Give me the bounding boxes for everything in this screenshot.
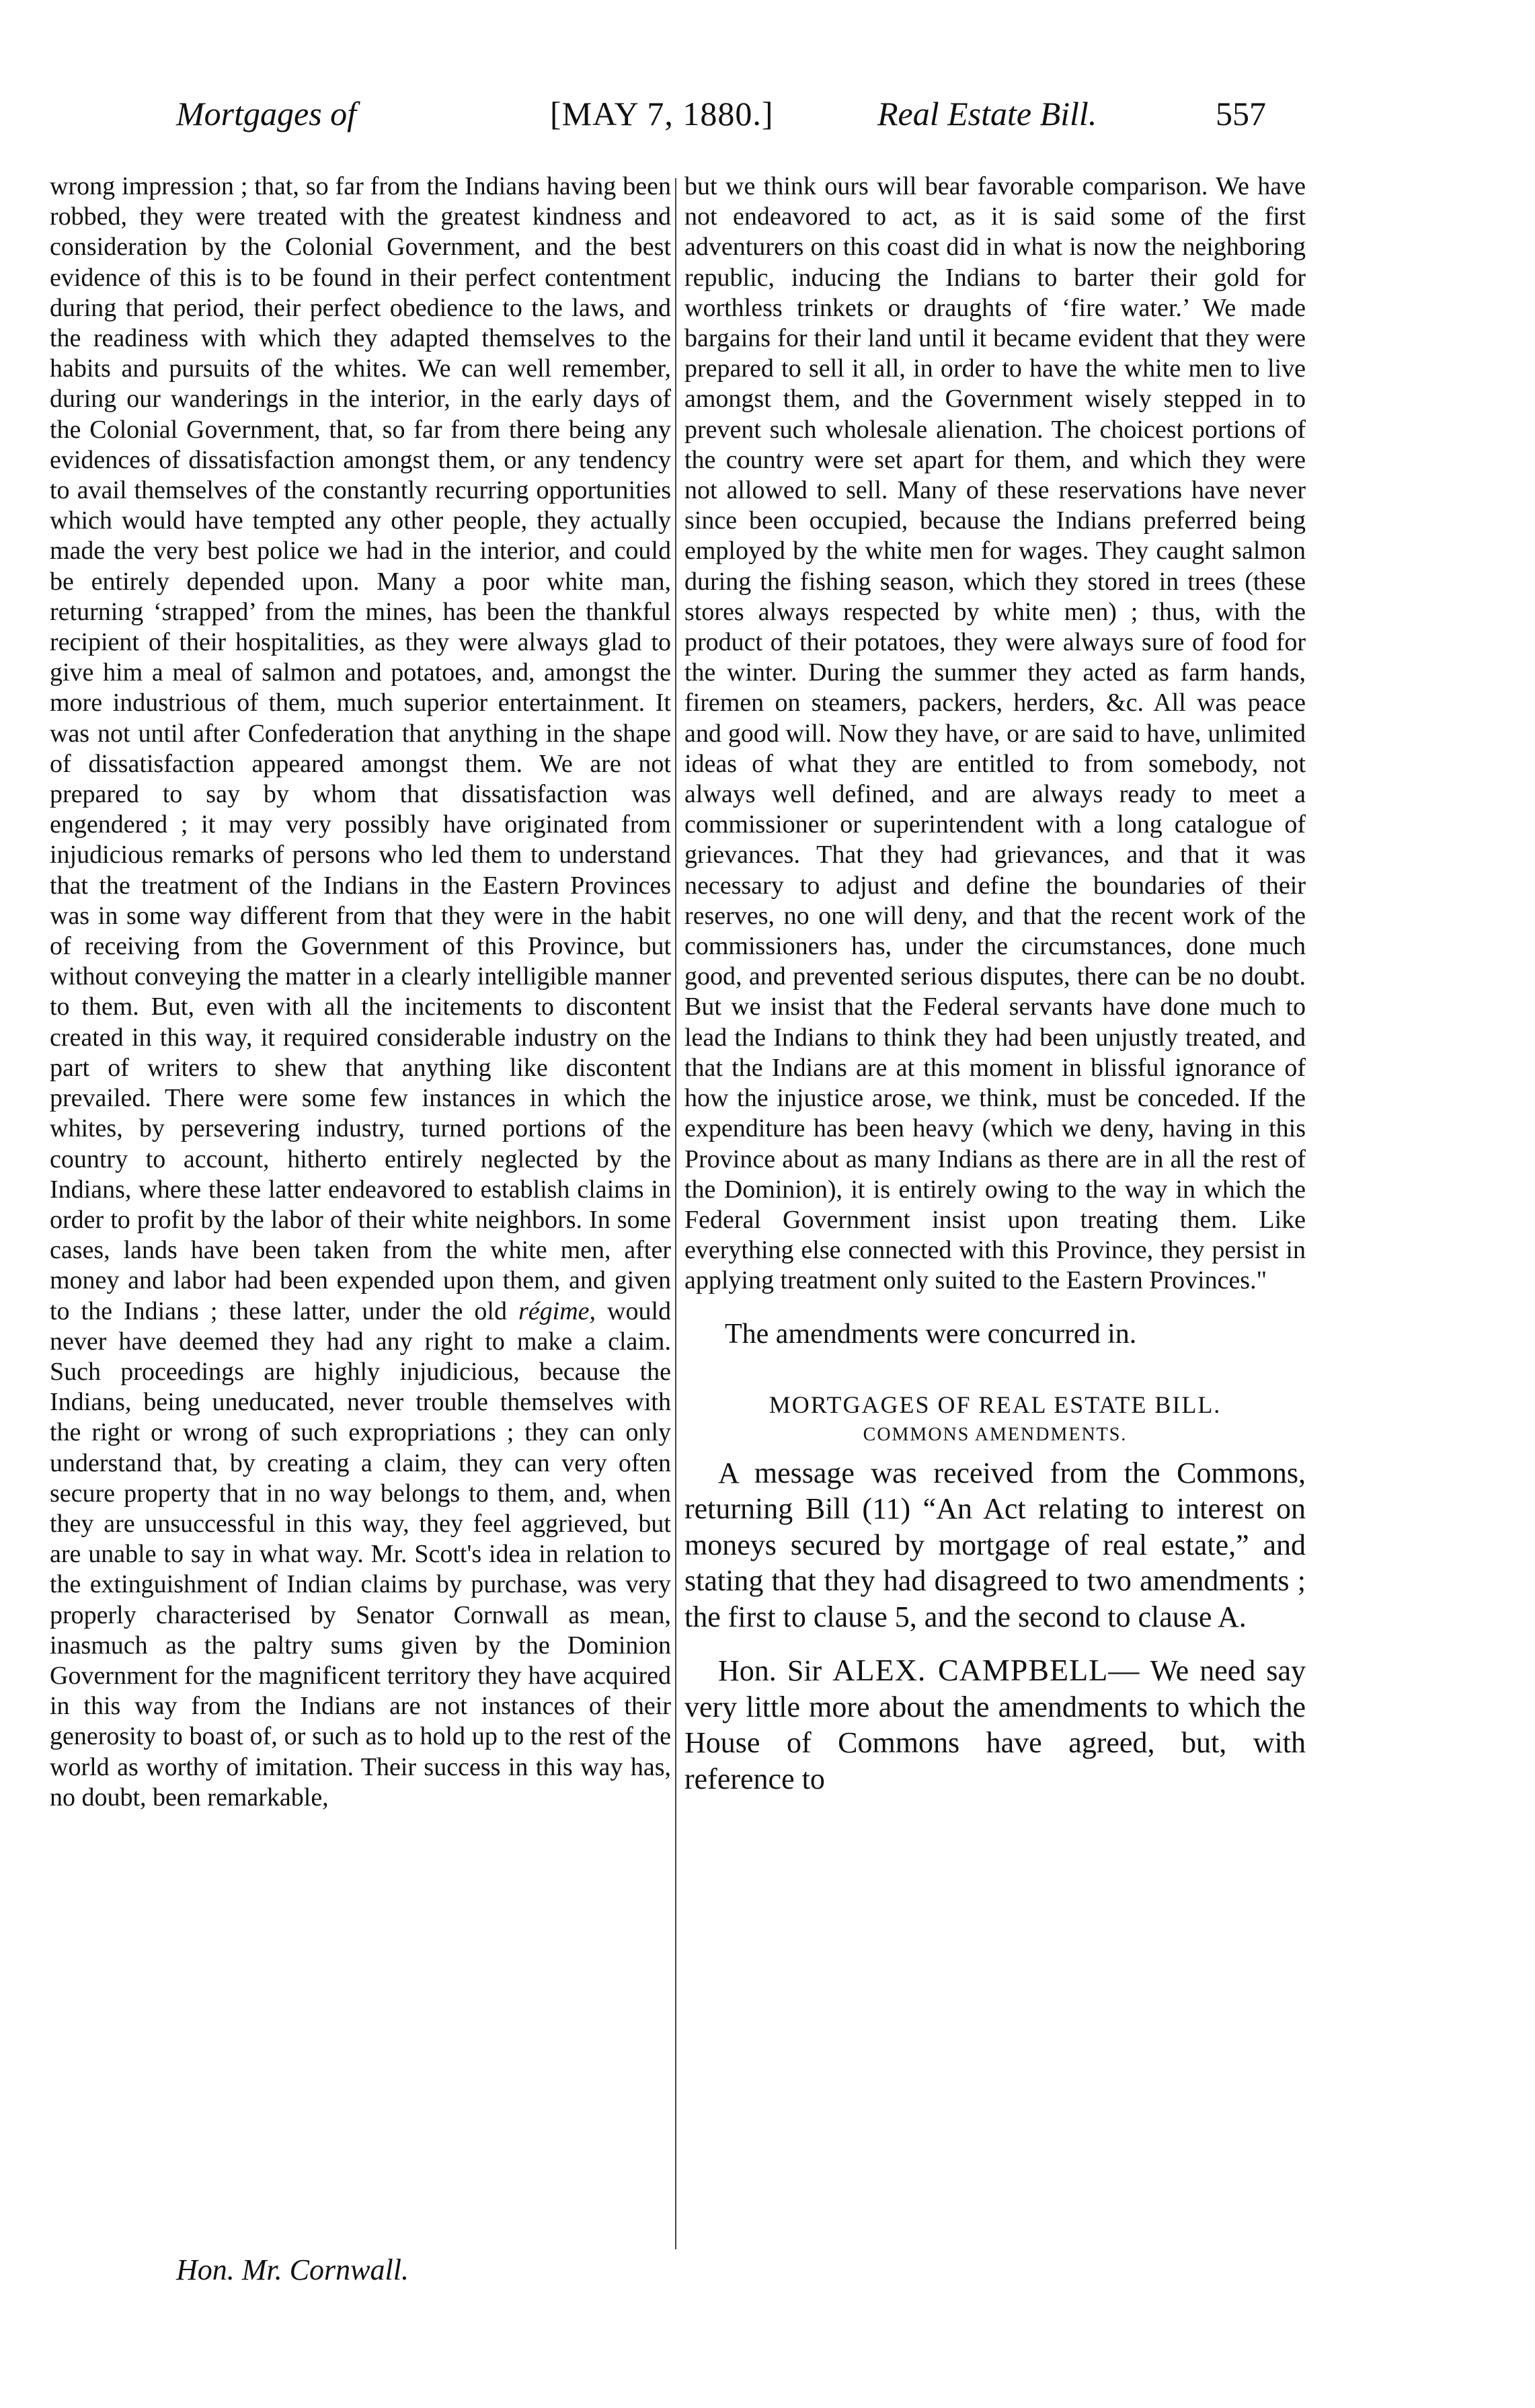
section-heading: MORTGAGES OF REAL ESTATE BILL. (769, 1391, 1222, 1418)
left-column-paragraph (50, 171, 671, 1813)
amendments-concurred-line: The amendments were concurred in. (725, 1318, 1137, 1350)
speech-text: We need say very little more about the amendments to which the House of Commons have agreed, but, with reference to (684, 1654, 1306, 1795)
left-text-part-1: wrong impression ; that, so far from the Indians having been robbed, they were treated with the greatest kindness and consideration by the Colonial Government, and the best evidence of this is to be found in their perfect contentment during that period, their perfect obedience to the laws, and the readiness with which they adapted themselves to the habits and pursuits of the whites. We can well remember, during our wanderings in the interior, in the early days of the Colonial Government, that, so far from there being any evidences of dissatisfaction amongst them, or any tendency to avail themselves of the constantly recurring opportunities which would have tempted any other people, they actually made the very best police we had in the interior, and could be entirely depended upon. Many a poor white man, returning ‘strapped’ from the mines, has been the thankful recipient of their hospitalities, as they were always glad to give him a meal of salmon and potatoes, and, amongst the more industrious of them, much superior entertainment. It was not until after Confederation that anything in the shape of dissatisfaction appeared amongst them. We are not prepared to say by whom that dissatisfaction was engendered ; it may very possibly have originated from injudicious remarks of persons who led them to understand that the treatment of the Indians in the Eastern Provinces was in some way different from that they were in the habit of receiving from the Government of this Province, but without conveying the matter in a clearly intelligible manner to them. But, even with all the incitements to discontent created in this way, it required considerable industry on the part of writers to shew that anything like discontent prevailed. There were some few instances in which the whites, by persevering industry, turned portions of the country to account, hitherto entirely neglected by the Indians, where these latter endeavored to establish claims in order to profit by the labor of their white neighbors. In some cases, lands have been taken from the white men, after money and labor had been expended upon them, and given to the Indians ; these latter, under the old (50, 172, 671, 1325)
left-italic-word: régime, (518, 1296, 596, 1325)
left-column (50, 171, 671, 1813)
header-right-title: Real Estate Bill. (877, 95, 1097, 132)
header-left-title: Mortgages of (176, 95, 357, 132)
speech-paragraph (684, 1652, 1306, 1797)
footer-signature: Hon. Mr. Cornwall. (176, 2253, 409, 2286)
left-text-part-2: would never have deemed they had any right to make a claim. Such proceedings are highly injudicious, because the Indians, being uneducated, never trouble themselves with the right or wrong of such expropriations ; they can only understand that, by creating a claim, they can very often secure property that in no way belongs to them, and, when they are unsuccessful in this way, they feel aggrieved, but are unable to say in what way. Mr. Scott's idea in relation to the extinguishment of Indian claims by purchase, was very properly characterised by Senator Cornwall as mean, inasmuch as the paltry sums given by the Dominion Government for the magnificent territory they have acquired in this way from the Indians are not instances of their generosity to boast of, or such as to hold up to the rest of the world as worthy of imitation. Their success in this way has, no doubt, been remarkable, (50, 1296, 672, 1812)
running-header (0, 94, 1535, 148)
right-column (684, 171, 1306, 1797)
page-number: 557 (1216, 95, 1266, 132)
section-subheading: COMMONS AMENDMENTS. (863, 1424, 1128, 1445)
speaker-name: ALEX. CAMPBELL— (832, 1653, 1140, 1688)
commons-message-paragraph: A message was received from the Commons, returning Bill (11) “An Act relating to interest on moneys secured by mortgage of real estate,” and stating that they had disagreed to two amendments ; the first to clause 5, and the second to clause A. (684, 1456, 1306, 1633)
right-column-continuation: but we think ours will bear favorable comparison. We have not endeavored to act, as it is said some of the first adventurers on this coast did in what is now the neighboring republic, inducing the Indians to barter their gold for worthless trinkets or draughts of ‘fire water.’ We made bargains for their land until it became evident that they were prepared to sell it all, in order to have the white men to live amongst them, and the Government wisely stepped in to prevent such wholesale alienation. The choicest portions of the country were set apart for them, and which they were not allowed to sell. Many of these reservations have never since been occupied, because the Indians preferred being employed by the white men for wages. They caught salmon during the fishing season, which they stored in trees (these stores always respected by white men) ; thus, with the product of their potatoes, they were always sure of food for the winter. During the summer they acted as farm hands, firemen on steamers, packers, herders, &c. All was peace and good will. Now they have, or are said to have, unlimited ideas of what they are entitled to from somebody, not always well defined, and are always ready to meet a commissioner or superintendent with a long catalogue of grievances. That they had grievances, and that it was necessary to adjust and define the boundaries of their reserves, no one will deny, and that the recent work of the commissioners has, under the circumstances, done much good, and prevented serious disputes, there can be no doubt. But we insist that the Federal servants have done much to lead the Indians to think they had been unjustly treated, and that the Indians are at this moment in blissful ignorance of how the injustice arose, we think, must be conceded. If the expenditure has been heavy (which we deny, having in this Province about as many Indians as there are in all the rest of the Dominion), it is entirely owing to the way in which the Federal Government insist upon treating them. Like everything else connected with this Province, they persist in applying treatment only suited to the Eastern Provinces." (684, 172, 1306, 1295)
column-divider (675, 178, 676, 2249)
header-date: [MAY 7, 1880.] (550, 95, 774, 132)
speaker-prefix: Hon. Sir (718, 1654, 822, 1688)
